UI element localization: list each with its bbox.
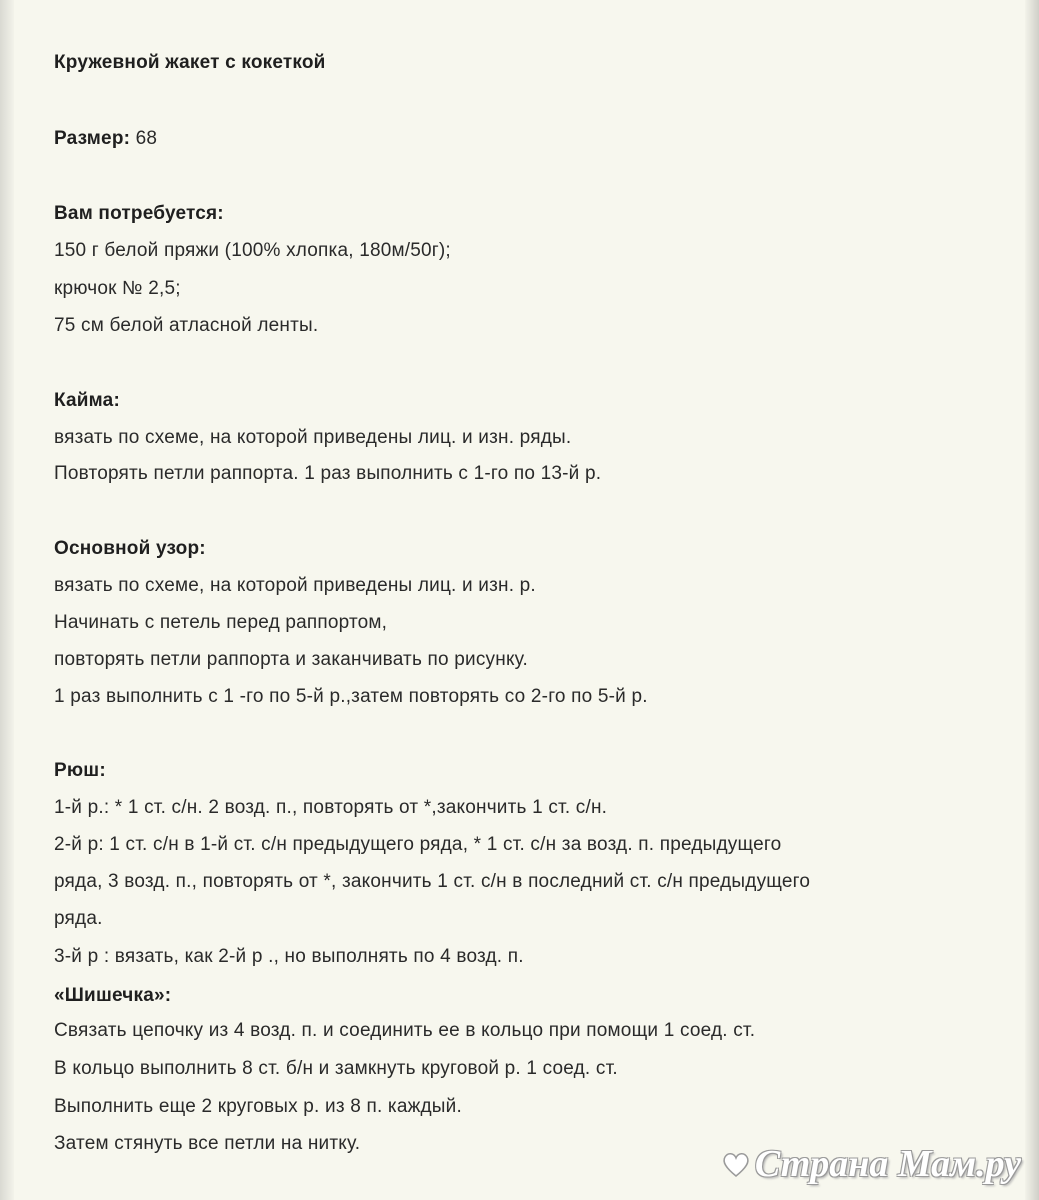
- size-value: 68: [130, 128, 158, 149]
- ruffle-line: ряда.: [54, 908, 103, 929]
- main-pattern-line: повторять петли раппорта и заканчивать по рисунку.: [54, 649, 528, 670]
- materials-item: 75 см белой атласной ленты.: [54, 315, 319, 336]
- ruffle-heading: Рюш:: [54, 760, 106, 781]
- document-title: Кружевной жакет с кокеткой: [54, 52, 326, 73]
- ruffle-line: 1-й р.: * 1 ст. с/н. 2 возд. п., повторять от *,закончить 1 ст. с/н.: [54, 797, 608, 818]
- main-pattern-line: Начинать с петель перед раппортом,: [54, 612, 388, 633]
- border-line: Повторять петли раппорта. 1 раз выполнить с 1-го по 13-й р.: [54, 463, 602, 484]
- size-line: [54, 128, 157, 150]
- heart-logo-icon: [721, 1149, 751, 1179]
- bobble-line: Связать цепочку из 4 возд. п. и соединить ее в кольцо при помощи 1 соед. ст.: [54, 1020, 756, 1041]
- bobble-heading: «Шишечка»:: [54, 985, 172, 1006]
- site-watermark: [721, 1142, 1021, 1186]
- scan-edge-left: [0, 0, 14, 1200]
- border-line: вязать по схеме, на которой приведены лиц. и изн. ряды.: [54, 427, 572, 448]
- bobble-line: В кольцо выполнить 8 ст. б/н и замкнуть круговой р. 1 соед. ст.: [54, 1058, 618, 1079]
- materials-item: крючок № 2,5;: [54, 278, 181, 299]
- materials-heading: Вам потребуется:: [54, 203, 224, 224]
- ruffle-line: ряда, 3 возд. п., повторять от *, закончить 1 ст. с/н в последний ст. с/н предыдущего: [54, 871, 811, 892]
- bobble-line: Затем стянуть все петли на нитку.: [54, 1133, 361, 1154]
- ruffle-line: 3-й р : вязать, как 2-й р ., но выполнять по 4 возд. п.: [54, 946, 524, 967]
- materials-item: 150 г белой пряжи (100% хлопка, 180м/50г);: [54, 240, 451, 261]
- main-pattern-line: вязать по схеме, на которой приведены лиц. и изн. р.: [54, 575, 536, 596]
- watermark-text: Страна Мам.ру: [754, 1143, 1021, 1185]
- bobble-line: Выполнить еще 2 круговых р. из 8 п. каждый.: [54, 1096, 462, 1117]
- scan-edge-right: [1025, 0, 1039, 1200]
- ruffle-line: 2-й р: 1 ст. с/н в 1-й ст. с/н предыдущего ряда, * 1 ст. с/н за возд. п. предыдущего: [54, 834, 782, 855]
- document-page: [54, 0, 1004, 1200]
- main-pattern-heading: Основной узор:: [54, 538, 206, 559]
- border-heading: Кайма:: [54, 390, 120, 411]
- main-pattern-line: 1 раз выполнить с 1 -го по 5-й р.,затем повторять со 2-го по 5-й р.: [54, 686, 648, 707]
- size-label: Размер:: [54, 128, 131, 149]
